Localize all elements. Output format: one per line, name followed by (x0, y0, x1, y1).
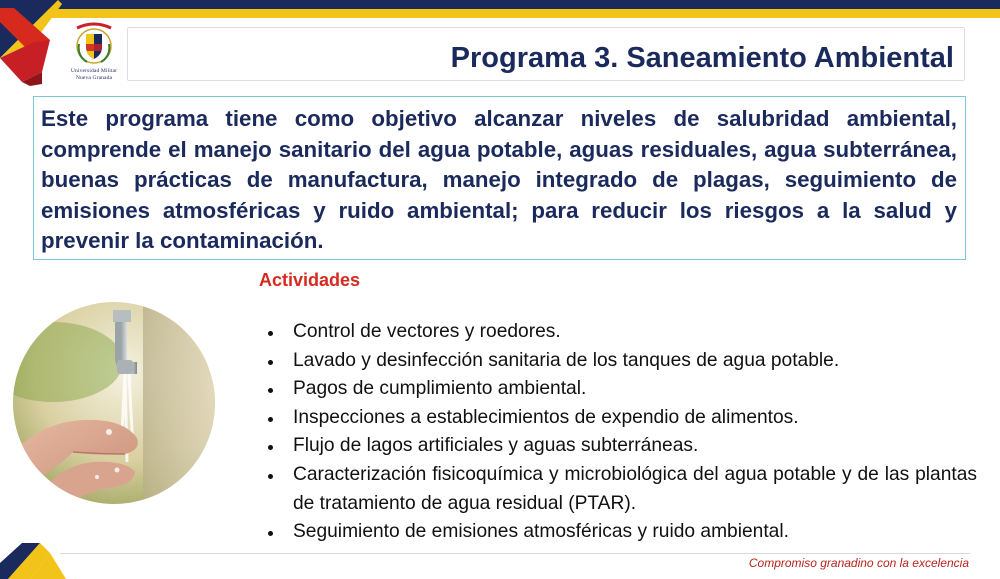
university-logo (66, 20, 122, 86)
logo-text-line1: Universidad Militar (70, 68, 118, 74)
activity-item: Seguimiento de emisiones atmosféricas y ruido ambiental. (265, 518, 977, 547)
activity-item: Flujo de lagos artificiales y aguas subterráneas. (265, 432, 977, 461)
activities-list (265, 318, 977, 547)
page-title: Programa 3. Saneamiento Ambiental (450, 42, 954, 74)
footer-divider (60, 553, 970, 554)
activity-item: Lavado y desinfección sanitaria de los tanques de agua potable. (265, 347, 977, 376)
university-shield-icon (71, 20, 117, 68)
activities-heading: Actividades (259, 270, 361, 290)
activity-item: Caracterización fisicoquímica y microbiológica del agua potable y de las plantas de tratamiento de agua residual (PTAR). (265, 461, 977, 518)
handwashing-photo (13, 302, 215, 504)
title-box (127, 27, 965, 81)
activity-item: Inspecciones a establecimientos de expendio de alimentos. (265, 404, 977, 433)
activity-item: Control de vectores y roedores. (265, 318, 977, 347)
footer-slogan: Compromiso granadino con la excelencia (748, 556, 969, 570)
activity-item: Pagos de cumplimiento ambiental. (265, 375, 977, 404)
corner-decoration-bottom-left (0, 543, 70, 579)
top-navy-band (0, 0, 1000, 9)
objective-box (33, 96, 966, 260)
top-gold-band (0, 9, 1000, 18)
logo-text-line2: Nueva Granada (75, 74, 113, 81)
objective-text: Este programa tiene como objetivo alcanzar niveles de salubridad ambiental, comprende el manejo sanitario del agua potable, aguas residuales, agua subterránea, buenas prácticas de manufactura, manejo integrado de plagas, seguimiento de emisiones atmosféricas y ruido ambiental; para reducir los riesgos a la salud y prevenir la contaminación. (41, 106, 957, 254)
corner-decoration-top-left (0, 0, 70, 90)
